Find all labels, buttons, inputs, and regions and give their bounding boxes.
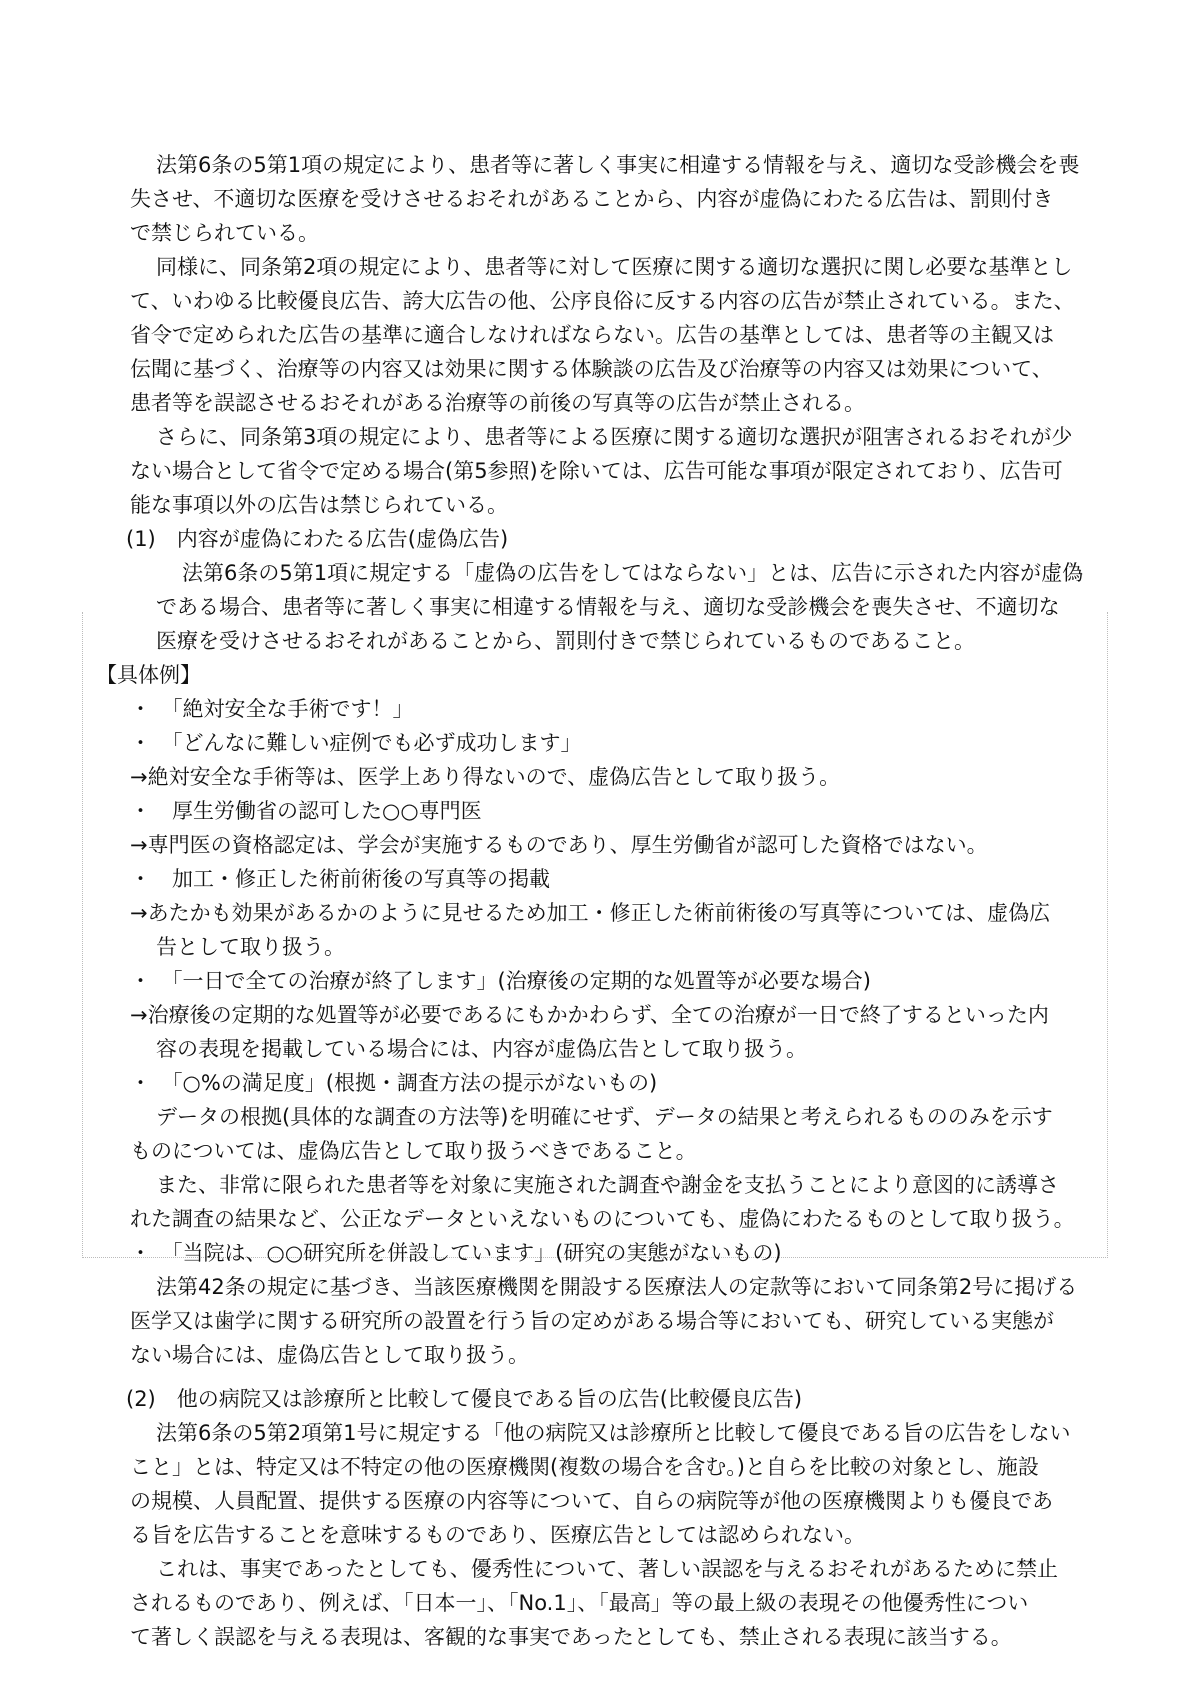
example-line: また、非常に限られた患者等を対象に実施された調査や謝金を支払うことにより意図的に誘導さ	[156, 1173, 1059, 1197]
example-line: →絶対安全な手術等は、医学上あり得ないので、虚偽広告として取り扱う。	[130, 765, 841, 789]
example-line: ・ 厚生労働省の認可した○○専門医	[130, 799, 482, 823]
section1-line1: 法第6条の5第1項に規定する「虚偽の広告をしてはならない」とは、広告に示された内容が虚偽	[182, 561, 1084, 585]
section1-line2: である場合、患者等に著しく事実に相違する情報を与え、適切な受診機会を喪失させ、不適切な	[156, 595, 1060, 619]
example-line: ・ 「一日で全ての治療が終了します」(治療後の定期的な処置等が必要な場合)	[130, 969, 871, 993]
example-line: →あたかも効果があるかのように見せるため加工・修正した術前術後の写真等については、虚偽広	[130, 901, 1051, 925]
section2-p1-line2: こと」とは、特定又は不特定の他の医療機関(複数の場合を含む。)と自らを比較の対象とし、施設	[130, 1455, 1039, 1479]
example-line: ・ 加工・修正した術前術後の写真等の掲載	[130, 867, 550, 891]
example-line: れた調査の結果など、公正なデータといえないものについても、虚偽にわたるものとして取り扱う。	[130, 1207, 1075, 1231]
section2-p1-line4: る旨を広告することを意味するものであり、医療広告としては認められない。	[130, 1523, 865, 1547]
intro-p3-line1: さらに、同条第3項の規定により、患者等による医療に関する適切な選択が阻害されるおそれが少	[156, 425, 1073, 449]
intro-p2-line3: 省令で定められた広告の基準に適合しなければならない。広告の基準としては、患者等の主観又は	[130, 323, 1054, 347]
examples-heading: 【具体例】	[96, 663, 201, 687]
intro-p3-line2: ない場合として省令で定める場合(第5参照)を除いては、広告可能な事項が限定されており、広告可	[130, 459, 1063, 483]
example-line: →専門医の資格認定は、学会が実施するものであり、厚生労働省が認可した資格ではない。	[130, 833, 988, 857]
intro-p1-line3: で禁じられている。	[130, 221, 319, 245]
section2-p1-line1: 法第6条の5第2項第1号に規定する「他の病院又は診療所と比較して優良である旨の広告をしない	[156, 1421, 1071, 1445]
section2-p2-line2: されるものであり、例えば、「日本一」、「No.1」、「最高」等の最上級の表現その他優秀性につい	[130, 1591, 1029, 1615]
example-line: 法第42条の規定に基づき、当該医療機関を開設する医療法人の定款等において同条第2号に掲げる	[156, 1275, 1078, 1299]
example-line: ・ 「○%の満足度」(根拠・調査方法の提示がないもの)	[130, 1071, 658, 1095]
section1-heading: (1) 内容が虚偽にわたる広告(虚偽広告)	[126, 527, 509, 551]
section2-heading: (2) 他の病院又は診療所と比較して優良である旨の広告(比較優良広告)	[126, 1387, 803, 1411]
example-line: 容の表現を掲載している場合には、内容が虚偽広告として取り扱う。	[156, 1037, 807, 1061]
example-line: ・ 「当院は、○○研究所を併設しています」(研究の実態がないもの)	[130, 1241, 782, 1265]
intro-p3-line3: 能な事項以外の広告は禁じられている。	[130, 493, 508, 517]
intro-p2-line4: 伝聞に基づく、治療等の内容又は効果に関する体験談の広告及び治療等の内容又は効果について、	[130, 357, 1053, 381]
example-line: →治療後の定期的な処置等が必要であるにもかかわらず、全ての治療が一日で終了するといった内	[130, 1003, 1049, 1027]
intro-p2-line5: 患者等を誤認させるおそれがある治療等の前後の写真等の広告が禁止される。	[130, 391, 865, 415]
example-line: ない場合には、虚偽広告として取り扱う。	[130, 1343, 529, 1367]
intro-p1-line1: 法第6条の5第1項の規定により、患者等に著しく事実に相違する情報を与え、適切な受診機会を喪	[156, 153, 1080, 177]
section2-p1-line3: の規模、人員配置、提供する医療の内容等について、自らの病院等が他の医療機関よりも優良であ	[130, 1489, 1054, 1513]
intro-p1-line2: 失させ、不適切な医療を受けさせるおそれがあることから、内容が虚偽にわたる広告は、罰則付き	[130, 187, 1054, 211]
example-line: データの根拠(具体的な調査の方法等)を明確にせず、データの結果と考えられるもののみを示す	[156, 1105, 1053, 1129]
intro-p2-line2: て、いわゆる比較優良広告、誇大広告の他、公序良俗に反する内容の広告が禁止されている。また、	[130, 289, 1075, 313]
example-line: 医学又は歯学に関する研究所の設置を行う旨の定めがある場合等においても、研究している実態が	[130, 1309, 1054, 1333]
section2-p2-line3: て著しく誤認を与える表現は、客観的な事実であったとしても、禁止される表現に該当する。	[130, 1625, 1012, 1649]
example-line: ・ 「どんなに難しい症例でも必ず成功します」	[130, 731, 582, 755]
example-line: ものについては、虚偽広告として取り扱うべきであること。	[130, 1139, 697, 1163]
example-line: 告として取り扱う。	[156, 935, 345, 959]
example-line: ・ 「絶対安全な手術です！」	[130, 697, 414, 721]
section1-line3: 医療を受けさせるおそれがあることから、罰則付きで禁じられているものであること。	[156, 629, 975, 653]
intro-p2-line1: 同様に、同条第2項の規定により、患者等に対して医療に関する適切な選択に関し必要な基準とし	[156, 255, 1073, 279]
section2-p2-line1: これは、事実であったとしても、優秀性について、著しい誤認を与えるおそれがあるために禁止	[156, 1557, 1058, 1581]
